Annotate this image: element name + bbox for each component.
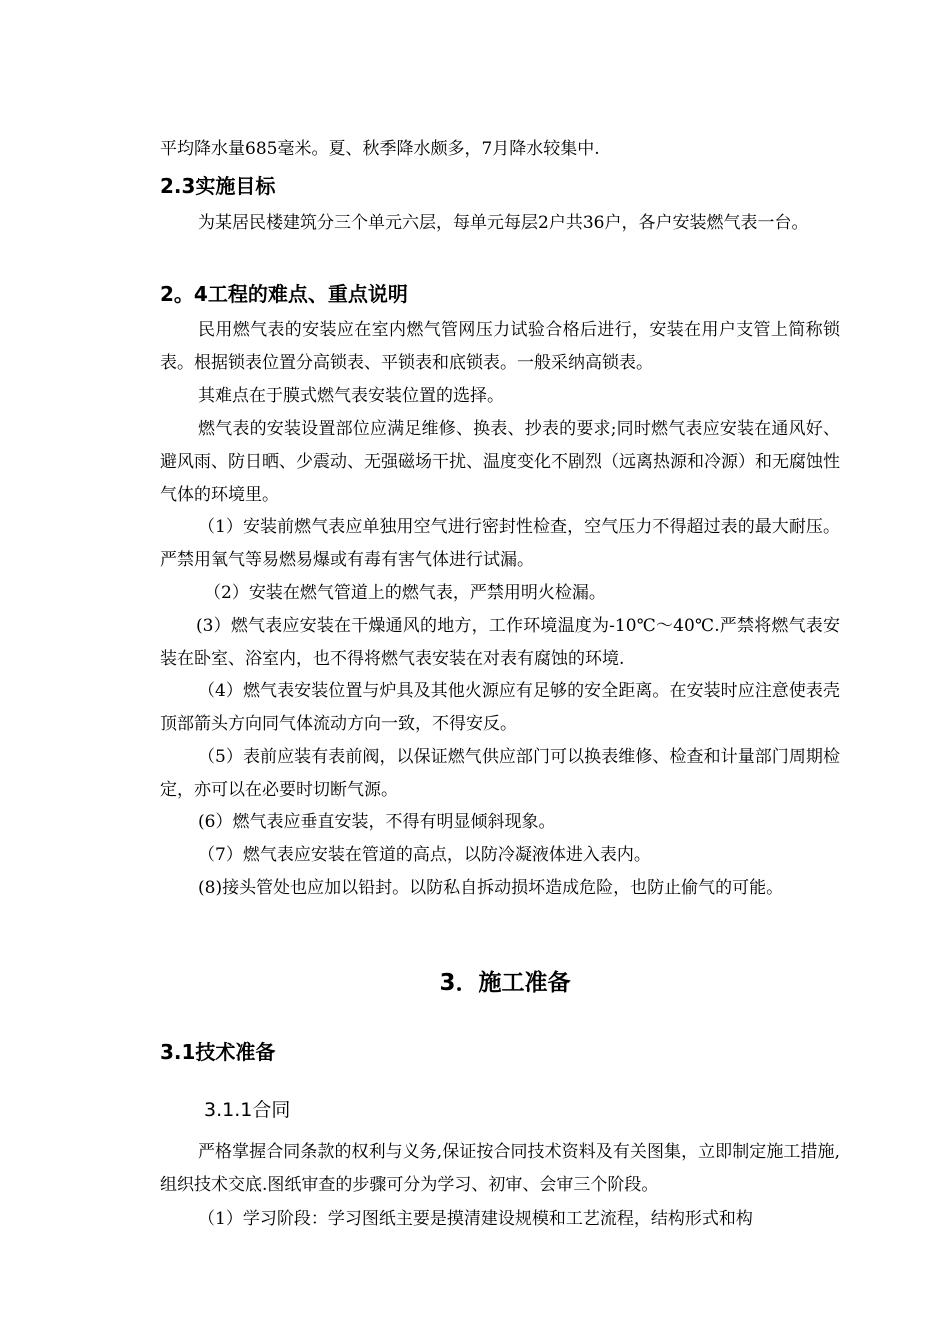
list-item-4: （4）燃气表安装位置与炉具及其他火源应有足够的安全距离。在安装时应注意使表壳顶部箭头方向同气体流动方向一致，不得安反。 bbox=[160, 681, 840, 734]
heading-3: 3．施工准备 bbox=[439, 970, 571, 996]
heading-2-3: 2.3实施目标 bbox=[160, 174, 276, 198]
heading-2-4: 2。4工程的难点、重点说明 bbox=[160, 282, 408, 306]
list-item-5: （5）表前应装有表前阀，以保证燃气供应部门可以换表维修、检查和计量部门周期检定，亦可以在必要时切断气源。 bbox=[160, 747, 840, 800]
list-item-1: （1）安装前燃气表应单独用空气进行密封性检查，空气压力不得超过表的最大耐压。严禁用氧气等易燃易爆或有毒有害气体进行试漏。 bbox=[160, 517, 840, 570]
list-item-7: （7）燃气表应安装在管道的高点，以防冷凝液体进入表内。 bbox=[198, 845, 651, 865]
list-item-2: （2）安装在燃气管道上的燃气表，严禁用明火检漏。 bbox=[204, 583, 606, 603]
heading-3-1: 3.1技术准备 bbox=[160, 1040, 276, 1064]
paragraph-location: 燃气表的安装设置部位应满足维修、换表、抄表的要求;同时燃气表应安装在通风好、避风雨、防日晒、少震动、无强磁场干扰、温度变化不剧烈（远离热源和冷源）和无腐蚀性气体的环境里。 bbox=[160, 419, 840, 505]
heading-3-1-1: 3.1.1合同 bbox=[204, 1099, 291, 1121]
list-item-8: (8)接头管处也应加以铅封。以防私自拆动损坏造成危险，也防止偷气的可能。 bbox=[198, 878, 784, 898]
paragraph-contract: 严格掌握合同条款的权利与义务,保证按合同技术资料及有关图集，立即制定施工措施,组织技术交底.图纸审查的步骤可分为学习、初审、会审三个阶段。 bbox=[160, 1142, 840, 1195]
paragraph-difficulty: 其难点在于膜式燃气表安装位置的选择。 bbox=[198, 386, 504, 406]
paragraph-rainfall: 平均降水量685毫米。夏、秋季降水颇多，7月降水较集中. bbox=[160, 139, 600, 159]
paragraph-study: （1）学习阶段：学习图纸主要是摸清建设规模和工艺流程，结构形式和构 bbox=[198, 1209, 753, 1229]
paragraph-target: 为某居民楼建筑分三个单元六层，每单元每层2户共36户，各户安装燃气表一台。 bbox=[198, 213, 809, 233]
list-item-3: (3）燃气表应安装在干燥通风的地方，工作环境温度为-10℃～40℃.严禁将燃气表安装在卧室、浴室内，也不得将燃气表安装在对表有腐蚀的环境. bbox=[160, 616, 840, 669]
paragraph-install: 民用燃气表的安装应在室内燃气管网压力试验合格后进行，安装在用户支管上简称锁表。根据锁表位置分高锁表、平锁表和底锁表。一般采纳高锁表。 bbox=[160, 320, 840, 373]
list-item-6: (6）燃气表应垂直安装，不得有明显倾斜现象。 bbox=[198, 812, 556, 832]
